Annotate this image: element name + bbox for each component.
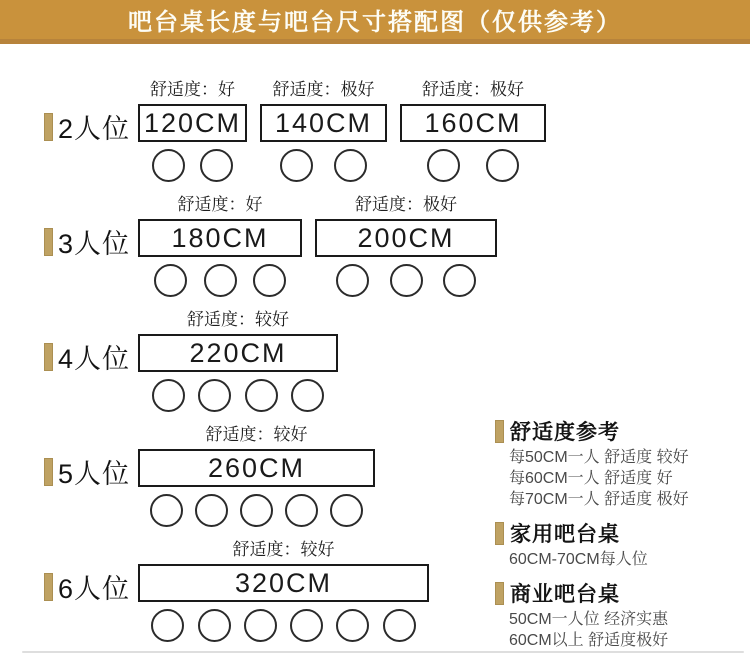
seat-circle (443, 264, 476, 297)
seat-circle (245, 379, 278, 412)
legend-title: 舒适度参考 (510, 421, 620, 444)
table-options (138, 80, 546, 182)
table-option (400, 80, 546, 182)
row-label (0, 222, 138, 261)
legend-section (495, 581, 745, 651)
gold-bar-icon (44, 573, 53, 601)
table-length-box (315, 219, 497, 257)
table-length-value: 200CM (357, 222, 455, 253)
seat-circle (427, 149, 460, 182)
gold-bar-icon (44, 343, 53, 371)
seat-circle (195, 494, 228, 527)
seat-circle (383, 609, 416, 642)
legend-section (495, 521, 745, 570)
table-length-value: 320CM (234, 567, 333, 598)
legend-title: 家用吧台桌 (510, 523, 620, 546)
row-label (0, 337, 138, 376)
table-length-box (138, 564, 429, 602)
comfort-label: 舒适度：较好 (232, 540, 335, 559)
gold-bar-icon (44, 113, 53, 141)
seat-circle (152, 379, 185, 412)
page-title: 吧台桌长度与吧台尺寸搭配图（仅供参考） (128, 9, 622, 36)
seat-circles (400, 149, 546, 182)
table-length-value: 120CM (143, 107, 242, 138)
table-length-box (260, 104, 387, 142)
table-options (138, 310, 338, 412)
legend-line: 60CM-70CM每人位 (509, 551, 648, 568)
seat-circle (204, 264, 237, 297)
seat-circle (486, 149, 519, 182)
row-label-text: 3人位 (58, 229, 131, 259)
seat-circle (240, 494, 273, 527)
table-length-box (138, 334, 338, 372)
row-label-text: 6人位 (58, 574, 131, 604)
table-option (138, 80, 247, 182)
seat-circle (280, 149, 313, 182)
seat-circle (336, 264, 369, 297)
seat-circles (138, 264, 302, 297)
seat-row (0, 195, 750, 295)
gold-bar-icon (495, 420, 504, 443)
seat-row (0, 310, 750, 410)
table-length-value: 140CM (274, 107, 373, 138)
seat-circles (138, 379, 338, 412)
seat-circle (336, 609, 369, 642)
legend-header (495, 521, 745, 545)
legend-header (495, 581, 745, 605)
seat-circles (315, 264, 497, 297)
comfort-label: 舒适度：较好 (205, 425, 308, 444)
legend-line: 每70CM一人 舒适度 极好 (509, 491, 689, 508)
table-length-box (138, 219, 302, 257)
seat-circles (138, 609, 429, 642)
comfort-label: 舒适度：极好 (422, 80, 524, 99)
table-option (260, 80, 387, 182)
table-options (138, 425, 375, 527)
seat-circle (390, 264, 423, 297)
seat-circle (152, 149, 185, 182)
comfort-label: 舒适度：较好 (187, 310, 289, 329)
bottom-divider (22, 651, 744, 653)
legend-title: 商业吧台桌 (510, 583, 620, 606)
seat-circle (253, 264, 286, 297)
comfort-label: 舒适度：好 (150, 80, 235, 99)
gold-bar-icon (495, 582, 504, 605)
seat-circle (200, 149, 233, 182)
legend-line: 每60CM一人 舒适度 好 (509, 470, 673, 487)
row-label-text: 5人位 (58, 459, 131, 489)
legend-line: 每50CM一人 舒适度 较好 (509, 449, 689, 466)
seat-circle (334, 149, 367, 182)
comfort-label: 舒适度：极好 (272, 80, 375, 99)
legend-header (495, 419, 745, 443)
seat-row (0, 80, 750, 180)
seat-circle (291, 379, 324, 412)
seat-circle (330, 494, 363, 527)
table-length-value: 260CM (207, 452, 306, 483)
gold-bar-icon (495, 522, 504, 545)
comfort-label: 舒适度：极好 (355, 195, 457, 214)
gold-bar-icon (44, 228, 53, 256)
table-option (315, 195, 497, 297)
table-length-value: 180CM (171, 222, 269, 253)
seat-circles (260, 149, 387, 182)
seat-circle (154, 264, 187, 297)
table-option (138, 540, 429, 642)
row-label (0, 567, 138, 606)
seat-circle (198, 609, 231, 642)
gold-bar-icon (44, 458, 53, 486)
seat-circle (150, 494, 183, 527)
table-option (138, 425, 375, 527)
table-length-box (400, 104, 546, 142)
seat-circle (285, 494, 318, 527)
legend-line: 60CM以上 舒适度极好 (509, 632, 669, 649)
row-label-text: 2人位 (58, 114, 131, 144)
seat-circle (244, 609, 277, 642)
seat-circle (198, 379, 231, 412)
row-label (0, 452, 138, 491)
table-options (138, 195, 497, 297)
row-label-text: 4人位 (58, 344, 131, 374)
table-length-value: 160CM (424, 107, 522, 138)
legend-section (495, 419, 745, 510)
seat-circles (138, 494, 375, 527)
seat-circle (151, 609, 184, 642)
row-label (0, 107, 138, 146)
title-banner (0, 0, 750, 44)
table-option (138, 310, 338, 412)
seat-circles (138, 149, 247, 182)
table-length-box (138, 449, 375, 487)
comfort-label: 舒适度：好 (177, 195, 263, 214)
seat-circle (290, 609, 323, 642)
table-length-box (138, 104, 247, 142)
table-option (138, 195, 302, 297)
legend-line: 50CM一人位 经济实惠 (509, 611, 669, 628)
table-options (138, 540, 429, 642)
legend (495, 419, 745, 659)
table-length-value: 220CM (189, 337, 287, 368)
